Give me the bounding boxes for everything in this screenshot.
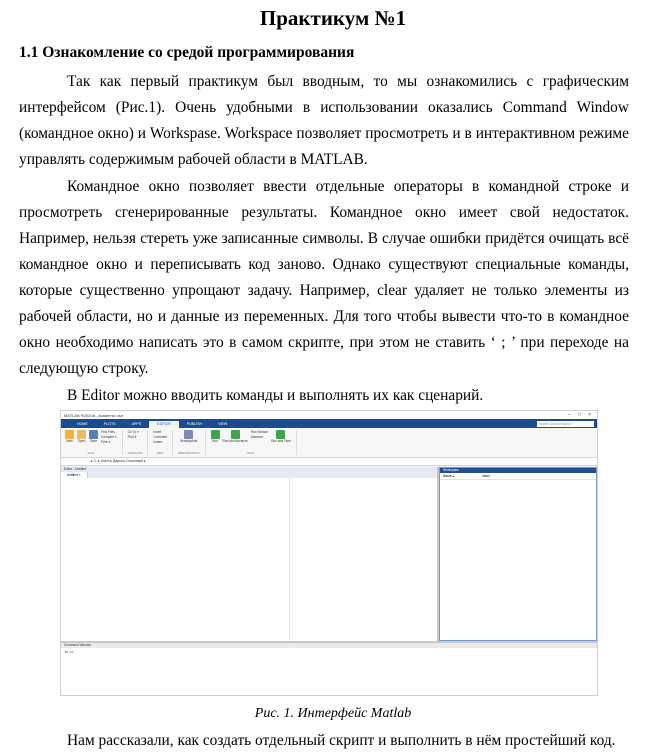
indent-button[interactable]: Indent: [153, 440, 163, 444]
name-column-header[interactable]: Name ▴: [443, 474, 454, 478]
editor-panel[interactable]: [61, 467, 439, 641]
ribbon-toolbar: [61, 428, 597, 458]
tab-editor[interactable]: EDITOR: [149, 421, 179, 428]
open-folder-icon: [77, 430, 86, 439]
go-to-button[interactable]: Go To ▾: [127, 430, 139, 434]
workspace-header: Workspace: [440, 468, 596, 473]
edit-group-label: EDIT: [156, 451, 164, 455]
run-advance-icon: [231, 430, 240, 439]
new-button[interactable]: New: [65, 430, 74, 445]
editor-tab-untitled[interactable]: Untitled ×: [61, 472, 88, 478]
run-time-icon: [276, 430, 285, 439]
right-margin-line: [289, 478, 290, 641]
file-group-label: FILE: [87, 451, 94, 455]
section-heading: 1.1 Ознакомление со средой программирования: [19, 44, 355, 61]
print-button[interactable]: Print ▾: [101, 440, 111, 444]
run-group-label: RUN: [247, 451, 254, 455]
run-icon: [211, 430, 220, 439]
tab-view[interactable]: VIEW: [218, 422, 228, 426]
close-icon[interactable]: ×: [588, 412, 591, 418]
comment-button[interactable]: Comment: [153, 435, 168, 439]
workspace-columns: [440, 473, 596, 480]
command-prompt[interactable]: fx >>: [65, 649, 74, 654]
navigate-group: [128, 430, 149, 455]
tab-publish[interactable]: PUBLISH: [186, 422, 203, 426]
run-section-button[interactable]: Run Section: [250, 430, 269, 434]
paragraph-1: Так как первый практикум был вводным, то мы ознакомились с графическим интерфейсом (Рис.1). Очень удобными в использовании оказались Command Window (командное окно) и Workspase. Workspace позволяет просмотреть и в интерактивном режиме управлять содержимым рабочей области в MATLAB.: [19, 73, 629, 168]
compare-button[interactable]: Compare ▾: [101, 435, 117, 439]
paragraph-3: В Editor можно вводить команды и выполнять их как сценарий.: [67, 387, 484, 404]
find-button[interactable]: Find ▾: [127, 435, 137, 439]
current-folder-path[interactable]: ▸ C: ▸ Users ▸ Дарья ▸ Downloads ▸: [61, 458, 597, 466]
paragraph-2: Командное окно позволяет ввести отдельные операторы в командной строке и просмотреть сгенерированные результаты. Командное окно имеет свой недостаток. Например, нельзя стереть уже записанные символы. В случае ошибки придётся очищать всё командное окно и переписывать код заново. Однако существуют специальные команды, которые существенно упрощают задачу. Например, clear удаляет не только элементы из рабочей области, но и данные из переменных. Для того чтобы вывести что-то в командное окно необходимо написать это в самом скрипте, при этом не ставить ‘ ; ’ при переходе на следующую строку.: [19, 178, 629, 377]
tab-home[interactable]: HOME: [77, 422, 88, 426]
new-icon: [65, 430, 74, 439]
advance-button[interactable]: Advance: [250, 435, 264, 439]
save-icon: [89, 430, 98, 439]
search-documentation-input[interactable]: Search Documentation: [537, 421, 594, 427]
workspace-area: [61, 467, 597, 641]
tab-plots[interactable]: PLOTS: [103, 422, 116, 426]
ribbon-tabs: [61, 419, 597, 428]
navigate-group-label: NAVIGATE: [127, 451, 143, 455]
run-and-time-button[interactable]: Run and Time: [271, 430, 291, 443]
run-and-advance-button[interactable]: Run and Advance: [223, 430, 248, 443]
insert-button[interactable]: Insert: [153, 430, 162, 434]
run-button[interactable]: Run: [211, 430, 220, 443]
page-title: Практикум №1: [259, 6, 407, 30]
minimize-icon[interactable]: –: [568, 412, 572, 418]
breakpoints-group: [178, 430, 205, 455]
paragraph-4: Нам рассказали, как создать отдельный скрипт и выполнить в нём простейший код.: [67, 732, 616, 749]
workspace-panel[interactable]: [439, 467, 597, 641]
file-group: [65, 430, 123, 455]
command-window-header: Command Window: [61, 643, 597, 648]
command-window[interactable]: [61, 641, 597, 696]
editor-header: Editor - Untitled: [61, 467, 437, 472]
editor-tabs: [61, 472, 437, 478]
run-group: [211, 430, 297, 455]
tab-apps[interactable]: APPS: [131, 422, 142, 426]
figure-caption: Рис. 1. Интерфейс Matlab: [254, 706, 412, 721]
breakpoints-icon: [184, 430, 193, 439]
open-button[interactable]: Open: [77, 430, 86, 445]
save-button[interactable]: Save: [89, 430, 98, 445]
find-files-button[interactable]: Find Files: [101, 430, 115, 434]
value-column-header[interactable]: Value: [482, 474, 490, 478]
breakpoints-group-label: BREAKPOINTS: [178, 451, 200, 455]
breakpoints-button[interactable]: Breakpoints: [178, 430, 199, 443]
window-titlebar: [61, 411, 597, 419]
edit-group: [153, 430, 173, 455]
window-title: MATLAB R2020a - academic use: [64, 412, 124, 418]
matlab-screenshot: [60, 410, 598, 696]
maximize-icon[interactable]: □: [578, 412, 582, 418]
